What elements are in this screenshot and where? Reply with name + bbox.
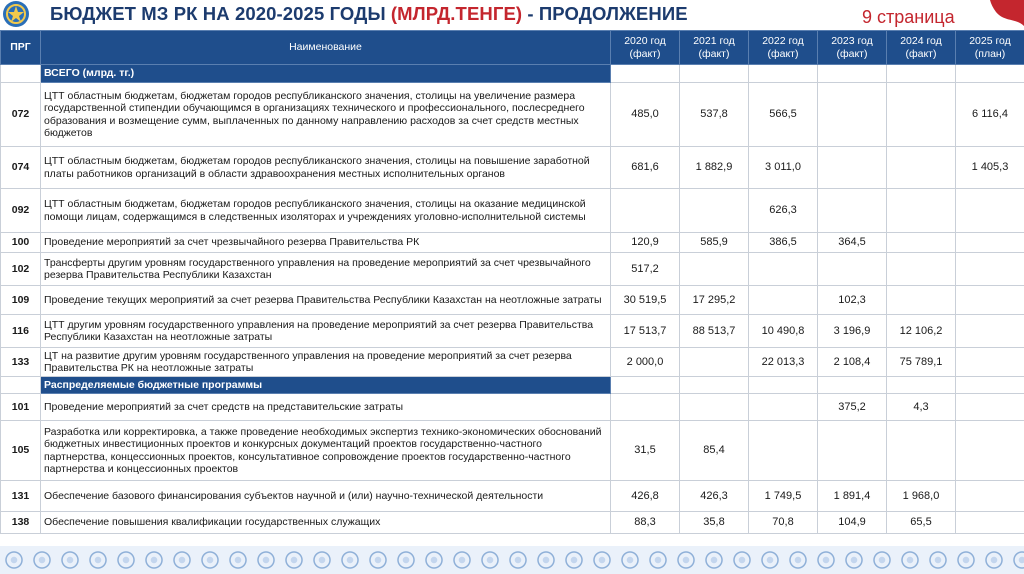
row-value: 566,5 (749, 83, 818, 147)
row-value (956, 253, 1024, 286)
row-value (956, 481, 1024, 512)
header-year: 2021 год (факт) (680, 31, 749, 65)
row-name: Проведение текущих мероприятий за счет резерва Правительства Республики Казахстан на неотложные затраты (41, 286, 611, 315)
row-name: Обеспечение базового финансирования субъектов научной и (или) научно-технической деятельности (41, 481, 611, 512)
row-value: 681,6 (611, 147, 680, 189)
table-row (1, 512, 1024, 534)
header-year: 2024 год (факт) (887, 31, 956, 65)
ornament-footer (0, 546, 1024, 574)
row-value (680, 348, 749, 377)
row-prg: 105 (1, 421, 41, 481)
row-value: 85,4 (680, 421, 749, 481)
row-prg: 100 (1, 233, 41, 253)
row-value (887, 421, 956, 481)
row-value (887, 147, 956, 189)
row-value (749, 421, 818, 481)
row-value: 626,3 (749, 189, 818, 233)
row-prg: 102 (1, 253, 41, 286)
row-name: ЦТТ областным бюджетам, бюджетам городов республиканского значения, столицы на увеличение размера государственной стипендии обучающимся в организациях технического и профессионального, послесреднего образования и возмещение сумм, выплаченных по данному направлению расходов за счет средств местных бюджетов (41, 83, 611, 147)
row-value: 1 891,4 (818, 481, 887, 512)
row-value (956, 394, 1024, 421)
row-name: Проведение мероприятий за счет средств на представительские затраты (41, 394, 611, 421)
row-value: 2 108,4 (818, 348, 887, 377)
table-row (1, 394, 1024, 421)
row-prg: 138 (1, 512, 41, 534)
row-prg: 101 (1, 394, 41, 421)
header-name: Наименование (41, 31, 611, 65)
row-value: 2 000,0 (611, 348, 680, 377)
row-value (956, 189, 1024, 233)
row-value: 4,3 (887, 394, 956, 421)
row-value (956, 348, 1024, 377)
row-value (680, 394, 749, 421)
row-value: 485,0 (611, 83, 680, 147)
row-value: 386,5 (749, 233, 818, 253)
row-value: 375,2 (818, 394, 887, 421)
row-value (956, 421, 1024, 481)
row-value (749, 286, 818, 315)
table-row (1, 233, 1024, 253)
row-value: 10 490,8 (749, 315, 818, 348)
header-year: 2025 год (план) (956, 31, 1024, 65)
row-value: 426,8 (611, 481, 680, 512)
table-row (1, 315, 1024, 348)
row-value: 70,8 (749, 512, 818, 534)
row-prg: 072 (1, 83, 41, 147)
row-value: 88 513,7 (680, 315, 749, 348)
row-prg: 109 (1, 286, 41, 315)
row-value (611, 394, 680, 421)
row-value: 120,9 (611, 233, 680, 253)
row-value: 1 405,3 (956, 147, 1024, 189)
total-label: ВСЕГО (млрд. тг.) (41, 65, 611, 83)
table-row (1, 189, 1024, 233)
row-prg: 131 (1, 481, 41, 512)
row-value (887, 189, 956, 233)
table-row (1, 421, 1024, 481)
row-value: 3 011,0 (749, 147, 818, 189)
kazakhstan-emblem-icon (2, 0, 30, 28)
table-row (1, 286, 1024, 315)
budget-table (0, 30, 1024, 534)
row-prg: 074 (1, 147, 41, 189)
row-value: 31,5 (611, 421, 680, 481)
header-year: 2022 год (факт) (749, 31, 818, 65)
row-value (818, 253, 887, 286)
row-value (887, 286, 956, 315)
row-value: 537,8 (680, 83, 749, 147)
row-prg: 092 (1, 189, 41, 233)
row-value: 517,2 (611, 253, 680, 286)
table-header-row (1, 31, 1024, 65)
header-year: 2020 год (факт) (611, 31, 680, 65)
row-value (818, 83, 887, 147)
row-value (956, 512, 1024, 534)
row-value: 364,5 (818, 233, 887, 253)
row-name: Разработка или корректировка, а также проведение необходимых экспертиз технико-экономических обоснований бюджетных инвестиционных проектов и конкурсных документаций проектов государственно-частного партнерства, концессионных проектов, консультативное сопровождение проектов государственно-частного партнерства и концессионных проектов (41, 421, 611, 481)
row-value (887, 253, 956, 286)
row-value: 17 295,2 (680, 286, 749, 315)
row-name: ЦТ на развитие другим уровням государственного управления на проведение мероприятий за счет резерва Правительства РК на неотложные затраты (41, 348, 611, 377)
row-name: ЦТТ областным бюджетам, бюджетам городов республиканского значения, столицы на повышение заработной платы работников организаций в области здравоохранения местных исполнительных органов (41, 147, 611, 189)
row-value (887, 233, 956, 253)
page-title: БЮДЖЕТ МЗ РК НА 2020-2025 ГОДЫ (МЛРД.ТЕНГЕ) - ПРОДОЛЖЕНИЕ (50, 3, 688, 24)
row-value: 30 519,5 (611, 286, 680, 315)
row-value (956, 286, 1024, 315)
budget-table-wrapper (0, 30, 1024, 534)
section-label: Распределяемые бюджетные программы (41, 377, 611, 394)
row-name: Обеспечение повышения квалификации государственных служащих (41, 512, 611, 534)
row-value: 6 116,4 (956, 83, 1024, 147)
row-value (887, 83, 956, 147)
header-year: 2023 год (факт) (818, 31, 887, 65)
table-row (1, 481, 1024, 512)
row-value: 12 106,2 (887, 315, 956, 348)
table-row (1, 83, 1024, 147)
row-value (749, 394, 818, 421)
row-value (611, 189, 680, 233)
row-name: Трансферты другим уровням государственного управления на проведение мероприятий за счет чрезвычайного резерва Правительства Республики Казахстан (41, 253, 611, 286)
row-value: 1 968,0 (887, 481, 956, 512)
row-value: 1 882,9 (680, 147, 749, 189)
table-row (1, 348, 1024, 377)
row-value: 75 789,1 (887, 348, 956, 377)
row-value: 17 513,7 (611, 315, 680, 348)
row-value: 35,8 (680, 512, 749, 534)
row-name: ЦТТ другим уровням государственного управления на проведение мероприятий за счет резерва Правительства Республики Казахстан на неотложные затраты (41, 315, 611, 348)
header-prg: ПРГ (1, 31, 41, 65)
row-value: 65,5 (887, 512, 956, 534)
section-row (1, 377, 1024, 394)
row-value: 104,9 (818, 512, 887, 534)
total-row (1, 65, 1024, 83)
row-value (818, 147, 887, 189)
row-value: 585,9 (680, 233, 749, 253)
row-value: 22 013,3 (749, 348, 818, 377)
row-value (956, 233, 1024, 253)
row-value (749, 253, 818, 286)
row-prg: 133 (1, 348, 41, 377)
row-value (818, 421, 887, 481)
row-value: 88,3 (611, 512, 680, 534)
row-value (818, 189, 887, 233)
row-value: 426,3 (680, 481, 749, 512)
row-value: 102,3 (818, 286, 887, 315)
table-row (1, 253, 1024, 286)
row-value: 1 749,5 (749, 481, 818, 512)
row-value (956, 315, 1024, 348)
table-row (1, 147, 1024, 189)
row-value (680, 189, 749, 233)
slide-header (0, 0, 1024, 30)
row-name: ЦТТ областным бюджетам, бюджетам городов республиканского значения, столицы на оказание медицинской помощи лицам, содержащимся в следственных изоляторах и учреждениях уголовно-исполнительной системы (41, 189, 611, 233)
flag-ribbon-icon (990, 0, 1024, 30)
page-number: 9 страница (862, 7, 955, 27)
row-value (680, 253, 749, 286)
row-name: Проведение мероприятий за счет чрезвычайного резерва Правительства РК (41, 233, 611, 253)
row-value: 3 196,9 (818, 315, 887, 348)
row-prg: 116 (1, 315, 41, 348)
